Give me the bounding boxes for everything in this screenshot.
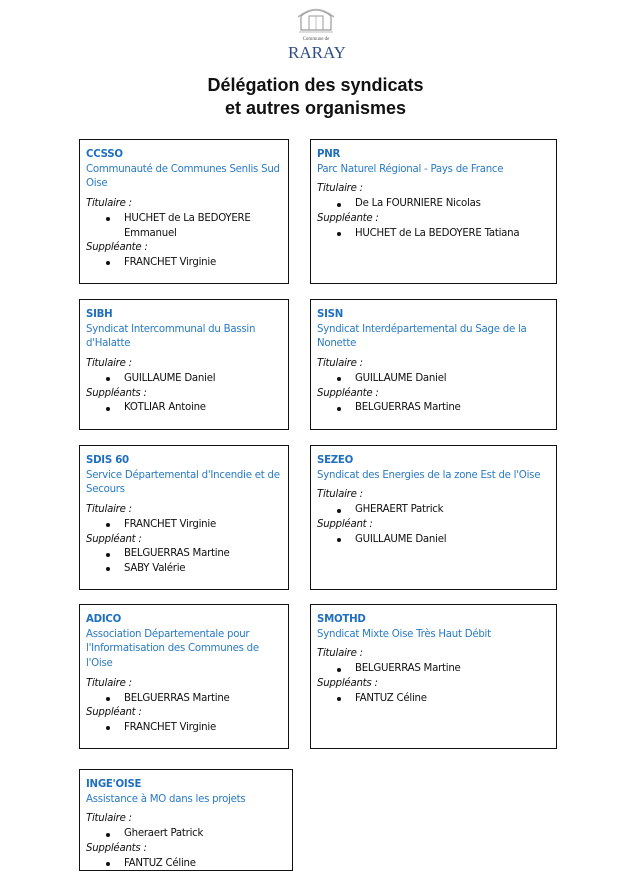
- organism-full-name: Syndicat Intercommunal du Bassin d'Halatte: [86, 323, 256, 350]
- suppleant-name: SABY Valérie: [86, 562, 282, 577]
- organism-card: [79, 139, 289, 284]
- titulaire-name: BELGUERRAS Martine: [86, 692, 282, 707]
- suppleant-name: FRANCHET Virginie: [86, 256, 282, 271]
- suppleant-list: [317, 533, 550, 548]
- titulaire-label: Titulaire :: [86, 813, 132, 825]
- organism-abbreviation: ADICO: [86, 614, 122, 625]
- titulaire-name: Gheraert Patrick: [86, 827, 286, 842]
- suppleant-list: [317, 401, 550, 416]
- organism-full-name: Assistance à MO dans les projets: [86, 793, 246, 805]
- titulaire-label: Titulaire :: [317, 358, 363, 370]
- suppleant-list: [317, 692, 550, 707]
- organism-full-name: Parc Naturel Régional - Pays de France: [317, 163, 504, 175]
- titulaire-label: Titulaire :: [86, 358, 132, 370]
- commune-logo: [281, 2, 351, 62]
- suppleant-label: Suppléante :: [317, 212, 379, 224]
- organism-card: [79, 299, 289, 430]
- titulaire-name: BELGUERRAS Martine: [317, 662, 550, 677]
- suppleant-label: Suppléante :: [317, 387, 379, 399]
- suppleant-label: Suppléante :: [86, 242, 148, 254]
- organism-full-name: Association Départementale pour l'Informatisation des Communes de l'Oise: [86, 628, 259, 670]
- suppleant-name: KOTLIAR Antoine: [86, 401, 282, 416]
- logo-small-text: Commune de: [302, 37, 330, 42]
- titulaire-name: De La FOURNIERE Nicolas: [317, 197, 550, 212]
- suppleant-list: [317, 227, 550, 242]
- page-title: [0, 74, 631, 120]
- organism-abbreviation: SISN: [317, 309, 343, 320]
- organism-abbreviation: SDIS 60: [86, 455, 129, 466]
- suppleant-name: HUCHET de La BEDOYERE Tatiana: [317, 227, 550, 242]
- organism-full-name: Communauté de Communes Senlis Sud Oise: [86, 163, 280, 190]
- titulaire-label: Titulaire :: [86, 504, 132, 516]
- organism-abbreviation: SIBH: [86, 309, 113, 320]
- organism-abbreviation: CCSSO: [86, 149, 123, 160]
- suppleant-name: BELGUERRAS Martine: [86, 547, 282, 562]
- suppleant-label: Suppléant :: [86, 533, 142, 545]
- organism-full-name: Syndicat Interdépartemental du Sage de la Nonette: [317, 323, 527, 350]
- suppleant-name: FANTUZ Céline: [317, 692, 550, 707]
- organism-card: [310, 299, 557, 430]
- titulaire-name: GUILLAUME Daniel: [317, 372, 550, 387]
- town-hall-emblem-icon: [281, 2, 351, 62]
- suppleant-label: Suppléants :: [86, 387, 147, 399]
- organism-card: [79, 604, 289, 749]
- title-line-2: et autres organismes: [224, 98, 407, 118]
- organism-card: [310, 604, 557, 749]
- organism-card: [79, 769, 293, 871]
- suppleant-list: [86, 401, 282, 416]
- suppleant-name: GUILLAUME Daniel: [317, 533, 550, 548]
- titulaire-list: [86, 372, 282, 387]
- organism-full-name: Syndicat Mixte Oise Très Haut Débit: [317, 628, 491, 640]
- suppleant-list: [86, 721, 282, 736]
- titulaire-list: [86, 212, 282, 241]
- titulaire-list: [86, 827, 286, 842]
- titulaire-label: Titulaire :: [317, 489, 363, 501]
- organism-full-name: Syndicat des Energies de la zone Est de l'Oise: [317, 469, 541, 481]
- titulaire-list: [317, 197, 550, 212]
- suppleant-label: Suppléant :: [86, 707, 142, 719]
- suppleant-label: Suppléant :: [317, 518, 373, 530]
- organism-abbreviation: SMOTHD: [317, 614, 366, 625]
- titulaire-name: FRANCHET Virginie: [86, 518, 282, 533]
- suppleant-name: FANTUZ Céline: [86, 857, 286, 872]
- titulaire-list: [317, 662, 550, 677]
- organism-abbreviation: SEZEO: [317, 455, 354, 466]
- titulaire-label: Titulaire :: [86, 198, 132, 210]
- titulaire-list: [317, 503, 550, 518]
- suppleant-name: BELGUERRAS Martine: [317, 401, 550, 416]
- organism-card: [79, 445, 289, 590]
- organism-abbreviation: INGE'OISE: [86, 779, 142, 790]
- title-line-1: Délégation des syndicats: [207, 75, 424, 95]
- titulaire-list: [86, 518, 282, 533]
- logo-text: RARAY: [288, 43, 346, 62]
- suppleant-list: [86, 857, 286, 872]
- titulaire-label: Titulaire :: [317, 648, 363, 660]
- titulaire-label: Titulaire :: [317, 183, 363, 195]
- titulaire-list: [86, 692, 282, 707]
- suppleant-label: Suppléants :: [317, 677, 378, 689]
- titulaire-label: Titulaire :: [86, 677, 132, 689]
- suppleant-list: [86, 256, 282, 271]
- titulaire-name: GHERAERT Patrick: [317, 503, 550, 518]
- organism-abbreviation: PNR: [317, 149, 341, 160]
- suppleant-label: Suppléants :: [86, 842, 147, 854]
- suppleant-name: FRANCHET Virginie: [86, 721, 282, 736]
- organism-card: [310, 445, 557, 590]
- titulaire-name: GUILLAUME Daniel: [86, 372, 282, 387]
- organism-card: [310, 139, 557, 284]
- titulaire-list: [317, 372, 550, 387]
- titulaire-name: HUCHET de La BEDOYERE Emmanuel: [86, 212, 282, 241]
- organism-full-name: Service Départemental d'Incendie et de Secours: [86, 469, 280, 496]
- suppleant-list: [86, 547, 282, 576]
